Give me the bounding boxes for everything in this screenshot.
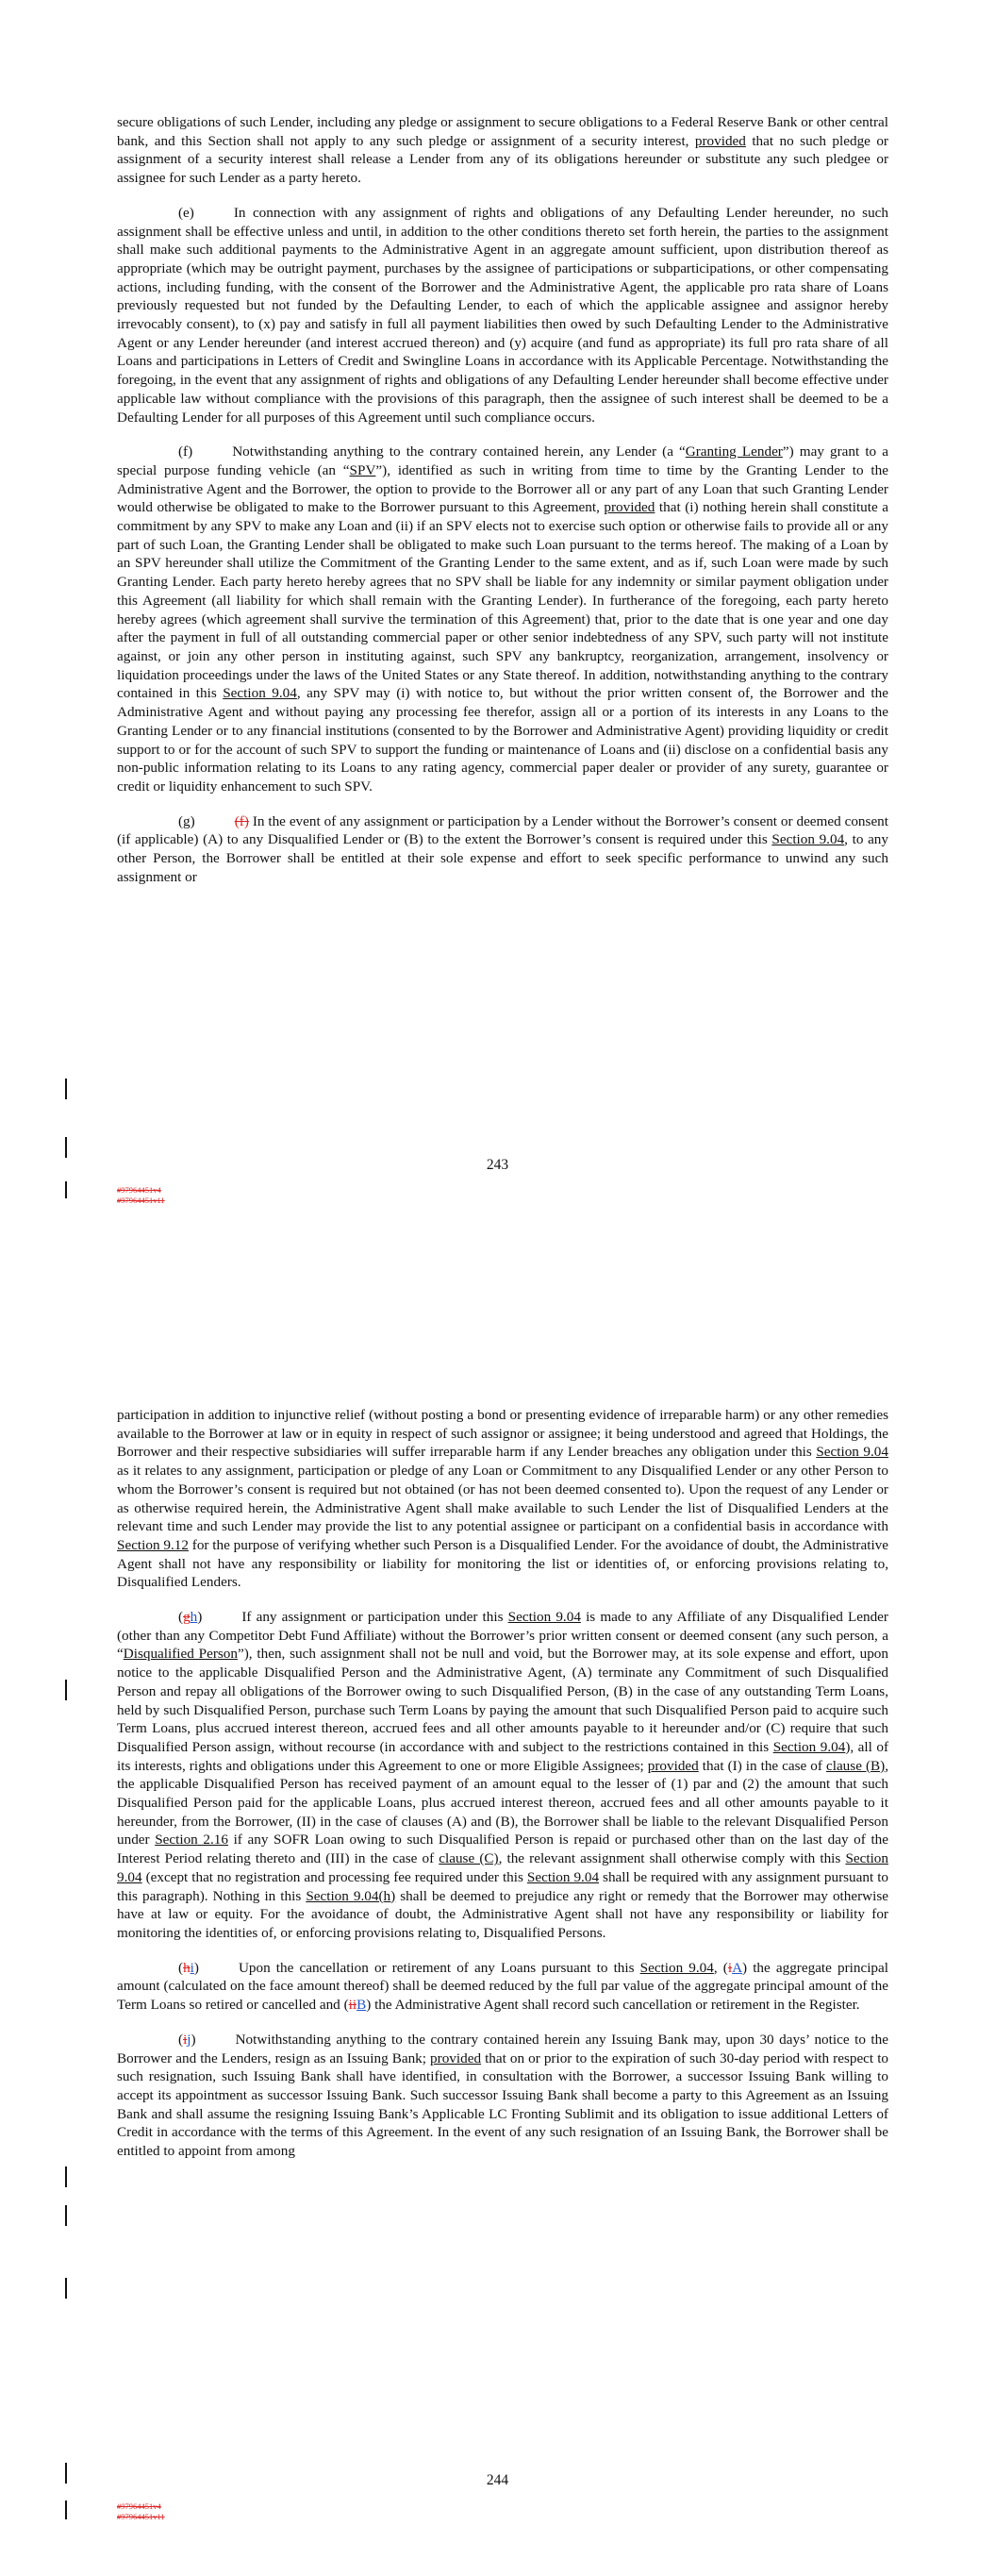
change-bar [65,2501,67,2519]
paragraph-i: (hi) Upon the cancellation or retirement of any Loans pursuant to this Section 9.04, (iA) the aggregate principal amount (calculated on the face amount thereof) shall be deemed reduced by the full par value of the aggregate principal amount of the Term Loans so retired or cancelled and (iiB) the Administrative Agent shall record such cancellation or retirement in the Register. [117,1959,888,2014]
paragraph-g: (g) (f) In the event of any assignment or participation by a Lender without the Borrower’s consent or deemed consent (if applicable) (A) to any Disqualified Lender or (B) to the extent the Borrower’s consent is required under this Section 9.04, to any other Person, the Borrower shall be entitled at their sole expense and effort to seek specific performance to unwind any such assignment or [117,812,888,885]
paragraph-label: (f) [178,443,193,460]
inserted-text: B [357,1997,367,2014]
page-243-body [117,113,888,902]
paragraph-h: (gh) If any assignment or participation under this Section 9.04 is made to any Affiliate of any Disqualified Lender (other than any Competitor Debt Fund Affiliate) without the Borrower’s prior written consent or deemed consent (any such person, a “Disqualified Person”), then, such assignment shall not be null and void, but the Borrower may, at its sole expense and effort, upon notice to the applicable Disqualified Person and the Administrative Agent, (A) terminate any Commitment of such Disqualified Person and repay all obligations of the Borrower owing to such Disqualified Person, (B) in the case of any outstanding Term Loans, held by such Disqualified Person, purchase such Term Loans by paying the amount that such Disqualified Person paid to acquire such Term Loans, plus accrued interest thereon, accrued fees and all other amounts payable to it hereunder and/or (C) require that such Disqualified Person assign, without recourse (in accordance with and subject to the restrictions contained in this Section 9.04), all of its interests, rights and obligations under this Agreement to one or more Eligible Assignees; provided that (I) in the case of clause (B), the applicable Disqualified Person has received payment of an amount equal to the lesser of (1) par and (2) the amount that such Disqualified Person paid for the applicable Loans, plus accrued interest thereon, accrued fees and all other amounts payable to it hereunder, from the Borrower, (II) in the case of clauses (A) and (B), the Borrower shall be liable to the relevant Disqualified Person under Section 2.16 if any SOFR Loan owing to such Disqualified Person is repaid or purchased other than on the last day of the Interest Period relating thereto and (III) in the case of clause (C), the relevant assignment shall otherwise comply with this Section 9.04 (except that no registration and processing fee required under this Section 9.04 shall be required with any assignment pursuant to this paragraph). Nothing in this Section 9.04(h) shall be deemed to prejudice any right or remedy that the Borrower may otherwise have at law or equity. For the avoidance of doubt, the Administrative Agent shall not have any responsibility or liability for monitoring the identities of, or enforcing provisions relating to, Disqualified Persons. [117,1609,889,1941]
paragraph-label: (ij) [178,2031,196,2048]
change-bar [65,2166,67,2187]
page-number: 244 [486,2472,509,2488]
change-bar [65,2278,67,2299]
change-bar [65,2205,67,2226]
document-id: #97964451v11 [117,2512,165,2521]
deleted-text: g [183,1609,191,1626]
paragraph-label: (g) [178,812,195,829]
change-bar [65,1079,67,1099]
paragraph-e: (e) In connection with any assignment of rights and obligations of any Defaulting Lender hereunder, no such assignment shall be effective unless and until, in addition to the other conditions thereto set forth herein, the parties to the assignment shall make such additional payments to the Administrative Agent in an aggregate amount sufficient, upon distribution thereof as appropriate (which may be outright payment, purchases by the assignee of participations or subparticipations, or other compensating actions, including funding, with the consent of the Borrower and the Administrative Agent, the applicable pro rata share of Loans previously requested but not funded by the Defaulting Lender, to each of which the applicable assignee and assignor hereby irrevocably consent), to (x) pay and satisfy in full all payment liabilities then owed by such Defaulting Lender to the Administrative Agent or any Lender hereunder (and interest accrued thereon) and (y) acquire (and fund as appropriate) its full pro rata share of all Loans and participations in Letters of Credit and Swingline Loans in accordance with its Applicable Percentage. Notwithstanding the foregoing, in the event that any assignment of rights and obligations of any Defaulting Lender hereunder shall become effective under applicable law without compliance with the provisions of this paragraph, then the assignee of such interest shall be deemed to be a Defaulting Lender for all purposes of this Agreement until such compliance occurs. [117,204,888,426]
deleted-text: i [183,2031,188,2048]
page-243 [0,0,995,1264]
deleted-text: (f) [234,812,249,829]
inserted-text: h [190,1609,198,1626]
paragraph-label: (gh) [178,1609,203,1626]
document-id: #97964451v4 [117,1185,161,1195]
change-bar [65,1680,67,1700]
document-id: #97964451v11 [117,1196,165,1205]
inserted-text: j [187,2031,191,2048]
paragraph-label: (e) [178,204,194,221]
inserted-text: i [190,1959,194,1976]
change-bar [65,1181,67,1198]
page-244-body [117,1406,888,2177]
inserted-text: A [732,1959,743,1976]
paragraph-continuation: secure obligations of such Lender, including any pledge or assignment to secure obligations to a Federal Reserve Bank or other central bank, and this Section shall not apply to any such pledge or assignment of a security interest, provided that no such pledge or assignment of a security interest shall release a Lender from any of its obligations hereunder or substitute any such pledgee or assignee for such Lender as a party hereto. [117,114,889,187]
paragraph-j: (ij) Notwithstanding anything to the contrary contained herein any Issuing Bank may, upon 30 days’ notice to the Borrower and the Lenders, resign as an Issuing Bank; provided that on or prior to the expiration of such 30-day period with respect to such resignation, such Issuing Bank shall have identified, in consultation with the Borrower, a successor Issuing Bank willing to accept its appointment as successor Issuing Bank. Such successor Issuing Bank shall become a party to this Agreement as an Issuing Bank and shall assume the resigning Issuing Bank’s Applicable LC Fronting Sublimit and its obligation to issue additional Letters of Credit in accordance with the terms of this Agreement. In the event of any such resignation of an Issuing Bank, the Borrower shall be entitled to appoint from among [117,2031,889,2160]
page-244 [0,1264,995,2576]
paragraph-label: (hi) [178,1959,199,1976]
change-bar [65,1137,67,1158]
paragraph-f: (f) Notwithstanding anything to the contrary contained herein, any Lender (a “Granting Lender”) may grant to a special purpose funding vehicle (an “SPV”), identified as such in writing from time to time by the Granting Lender to the Administrative Agent and the Borrower, the option to provide to the Borrower all or any part of any Loan that such Granting Lender would otherwise be obligated to make to the Borrower pursuant to this Agreement, provided that (i) nothing herein shall constitute a commitment by any SPV to make any Loan and (ii) if an SPV elects not to exercise such option or otherwise fails to provide all or any part of such Loan, the Granting Lender shall be obligated to make such Loan pursuant to the terms hereof. The making of a Loan by an SPV hereunder shall utilize the Commitment of the Granting Lender to the same extent, and as if, such Loan were made by such Granting Lender. Each party hereto hereby agrees that no SPV shall be liable for any indemnity or similar payment obligation under this Agreement (all liability for which shall remain with the Granting Lender). In furtherance of the foregoing, each party hereto hereby agrees (which agreement shall survive the termination of this Agreement) that, prior to the date that is one year and one day after the payment in full of all outstanding commercial paper or other senior indebtedness of any SPV, such party will not institute against, or join any other person in instituting against, such SPV any bankruptcy, reorganization, arrangement, insolvency or liquidation proceedings under the laws of the United States or any State thereof. In addition, notwithstanding anything to the contrary contained in this Section 9.04, any SPV may (i) with notice to, but without the prior written consent of, the Borrower and the Administrative Agent and without paying any processing fee therefor, assign all or a portion of its interests in any Loans to the Granting Lender or to any financial institutions (consented to by the Borrower and Administrative Agent) providing liquidity or credit support to or for the account of such SPV to support the funding or maintenance of Loans and (ii) disclose on a confidential basis any non-public information relating to its Loans to any rating agency, commercial paper dealer or provider of any surety, guarantee or credit or liquidity enhancement to such SPV. [117,443,888,795]
page-number: 243 [486,1157,509,1173]
paragraph-continuation: participation in addition to injunctive relief (without posting a bond or presenting evidence of irreparable harm) or any other remedies available to the Borrower at law or in equity in respect of such assignor or assignee; it being understood and agreed that Holdings, the Borrower and their respective subsidiaries will suffer irreparable harm if any Lender breaches any obligation under this Section 9.04 as it relates to any assignment, participation or pledge of any Loan or Commitment to any Disqualified Lender or any other Person to whom the Borrower’s consent is required but not obtained (or has not been deemed consented to). Upon the request of any Lender or as otherwise required herein, the Administrative Agent shall make available to such Lender the list of Disqualified Lenders at the relevant time and such Lender may provide the list to any potential assignee or participant on a confidential basis in accordance with Section 9.12 for the purpose of verifying whether such Person is a Disqualified Lender. For the avoidance of doubt, the Administrative Agent shall not have any responsibility or liability for monitoring the list or identities of, or enforcing provisions relating to, Disqualified Lenders. [117,1407,888,1591]
deleted-text: ii [348,1997,357,2014]
deleted-text: i [727,1959,733,1976]
document-id: #97964451v4 [117,2501,161,2511]
deleted-text: h [183,1959,191,1976]
